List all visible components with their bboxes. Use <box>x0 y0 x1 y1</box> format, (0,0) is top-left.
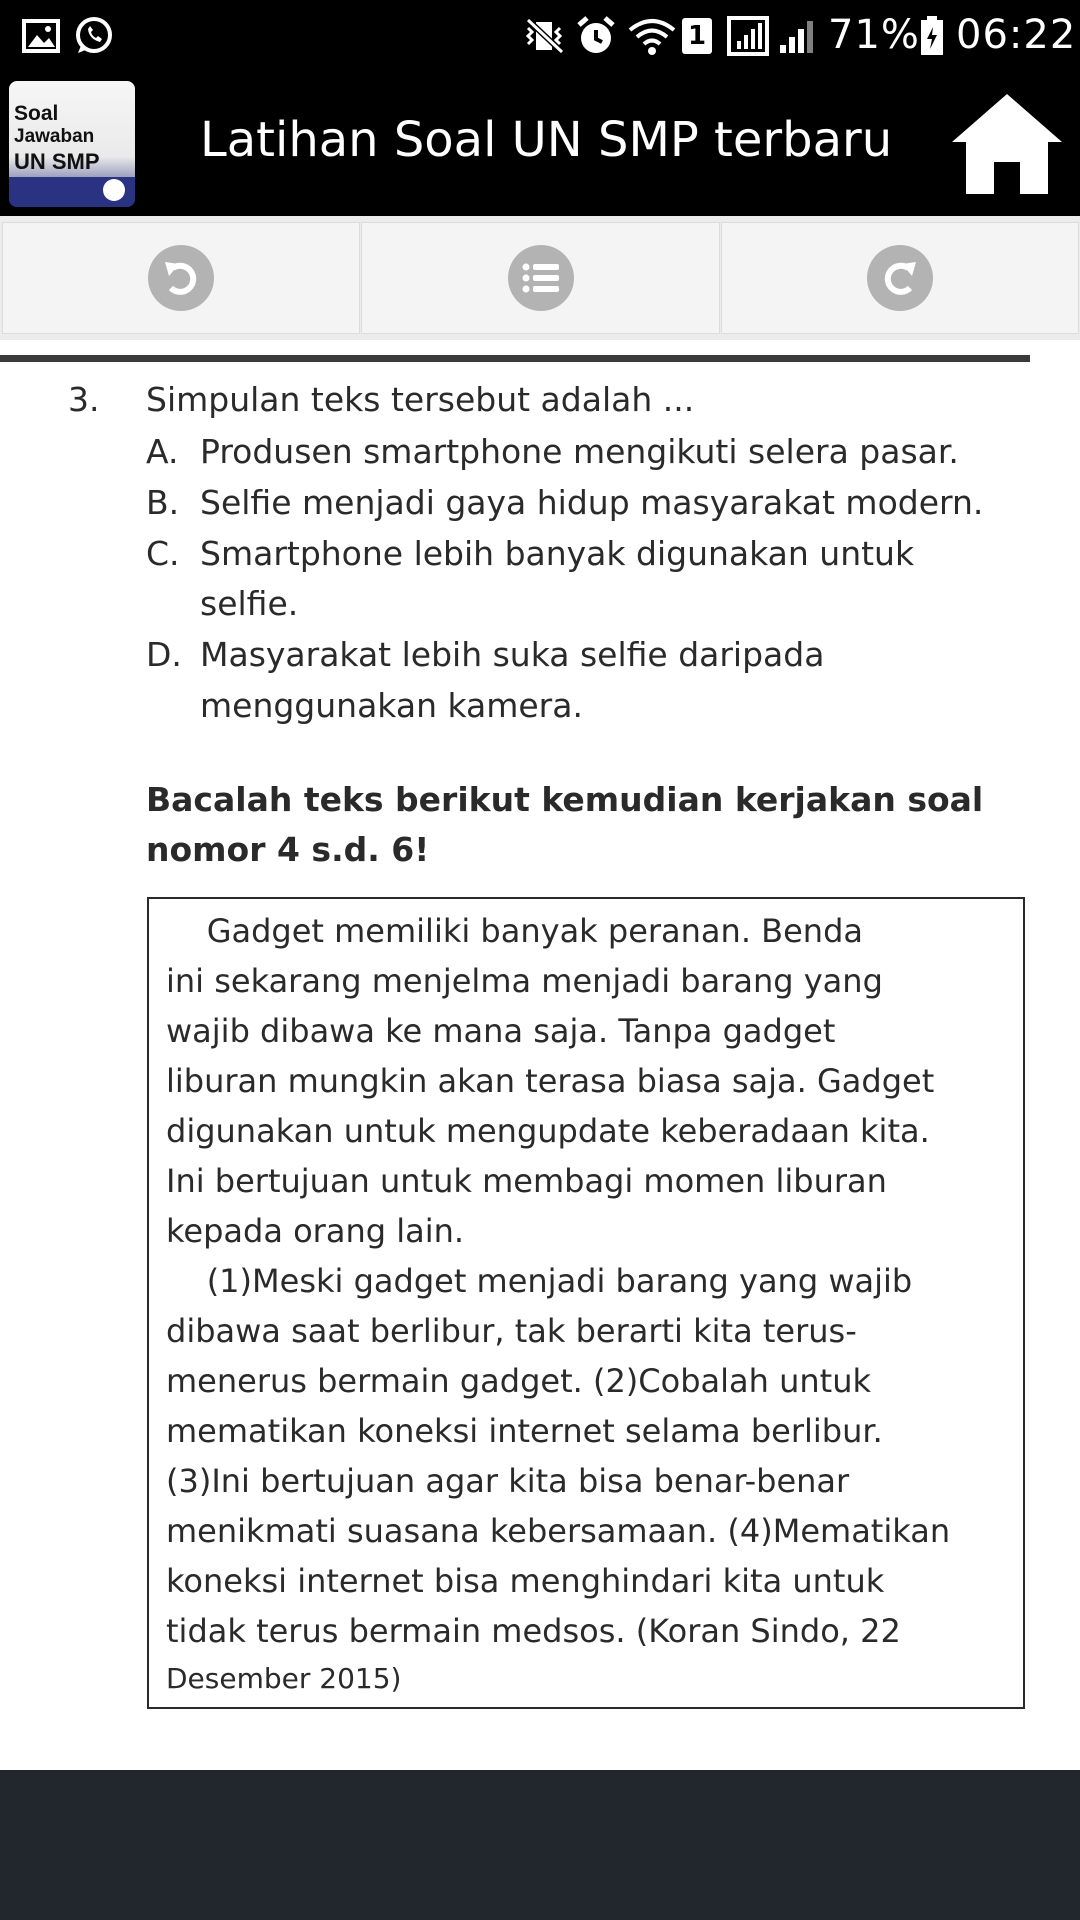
vibrate-mute-icon <box>522 14 566 58</box>
sim-slot-badge: 1 <box>682 14 712 58</box>
wifi-icon <box>626 14 678 58</box>
option-d-text: Masyarakat lebih suka selfie daripada <box>200 635 825 674</box>
forward-icon <box>867 245 933 311</box>
list-button[interactable] <box>361 222 720 334</box>
status-bar <box>0 0 1080 72</box>
passage-line: dibawa saat berlibur, tak berarti kita terus- <box>166 1312 857 1350</box>
app-logo <box>9 81 135 207</box>
passage-line: Desember 2015) <box>166 1662 402 1695</box>
back-icon <box>148 245 214 311</box>
nav-bar <box>0 216 1080 343</box>
logo-text-1: Soal <box>14 102 59 125</box>
question-page <box>0 340 1080 1770</box>
passage-line: digunakan untuk mengupdate keberadaan kita. <box>166 1112 930 1150</box>
list-icon <box>508 245 574 311</box>
passage-line: ini sekarang menjelma menjadi barang yang <box>166 962 883 1000</box>
battery-percent: 71% <box>828 12 920 58</box>
question-text: Simpulan teks tersebut adalah ... <box>146 380 695 419</box>
option-c-letter: C. <box>146 534 180 573</box>
option-b-text: Selfie menjadi gaya hidup masyarakat modern. <box>200 483 984 522</box>
option-c-text-2: selfie. <box>200 584 299 623</box>
passage-line: koneksi internet bisa menghindari kita untuk <box>166 1562 885 1600</box>
forward-button[interactable] <box>721 222 1079 334</box>
home-button[interactable] <box>948 90 1066 198</box>
bottom-area <box>0 1770 1080 1920</box>
home-icon <box>948 90 1066 198</box>
app-title: Latihan Soal UN SMP terbaru <box>200 112 893 168</box>
logo-text-2: Jawaban <box>14 126 95 147</box>
option-a-text: Produsen smartphone mengikuti selera pasar. <box>200 432 959 471</box>
back-button[interactable] <box>2 222 360 334</box>
passage-line: menerus bermain gadget. (2)Cobalah untuk <box>166 1362 871 1400</box>
logo-text-3: UN SMP <box>14 149 100 174</box>
instruction-text: Bacalah teks berikut kemudian kerjakan soal <box>146 780 984 819</box>
option-d-text-2: menggunakan kamera. <box>200 686 583 725</box>
instruction-text-2: nomor 4 s.d. 6! <box>146 830 430 869</box>
question-number: 3. <box>68 380 100 419</box>
passage-line: liburan mungkin akan terasa biasa saja. Gadget <box>166 1062 935 1100</box>
passage-line: wajib dibawa ke mana saja. Tanpa gadget <box>166 1012 836 1050</box>
battery-icon <box>918 14 946 58</box>
gallery-icon <box>20 14 62 58</box>
passage-line: mematikan koneksi internet selama berlibur. <box>166 1412 883 1450</box>
logo-badge-icon <box>103 179 125 201</box>
option-a-letter: A. <box>146 432 179 471</box>
whatsapp-icon <box>72 14 116 58</box>
option-b-letter: B. <box>146 483 180 522</box>
passage-line: kepada orang lain. <box>166 1212 465 1250</box>
passage-line: Gadget memiliki banyak peranan. Benda <box>166 912 863 950</box>
option-d-letter: D. <box>146 635 182 674</box>
passage-line: (3)Ini bertujuan agar kita bisa benar-benar <box>166 1462 850 1500</box>
passage-line: (1)Meski gadget menjadi barang yang wajib <box>166 1262 913 1300</box>
alarm-icon <box>574 14 618 58</box>
signal-icon <box>726 14 822 58</box>
passage-line: menikmati suasana kebersamaan. (4)Mematikan <box>166 1512 951 1550</box>
passage-line: Ini bertujuan untuk membagi momen liburan <box>166 1162 887 1200</box>
divider <box>0 355 1030 362</box>
option-c-text: Smartphone lebih banyak digunakan untuk <box>200 534 915 573</box>
clock: 06:22 <box>956 12 1077 58</box>
passage-line: tidak terus bermain medsos. (Koran Sindo, 22 <box>166 1612 901 1650</box>
